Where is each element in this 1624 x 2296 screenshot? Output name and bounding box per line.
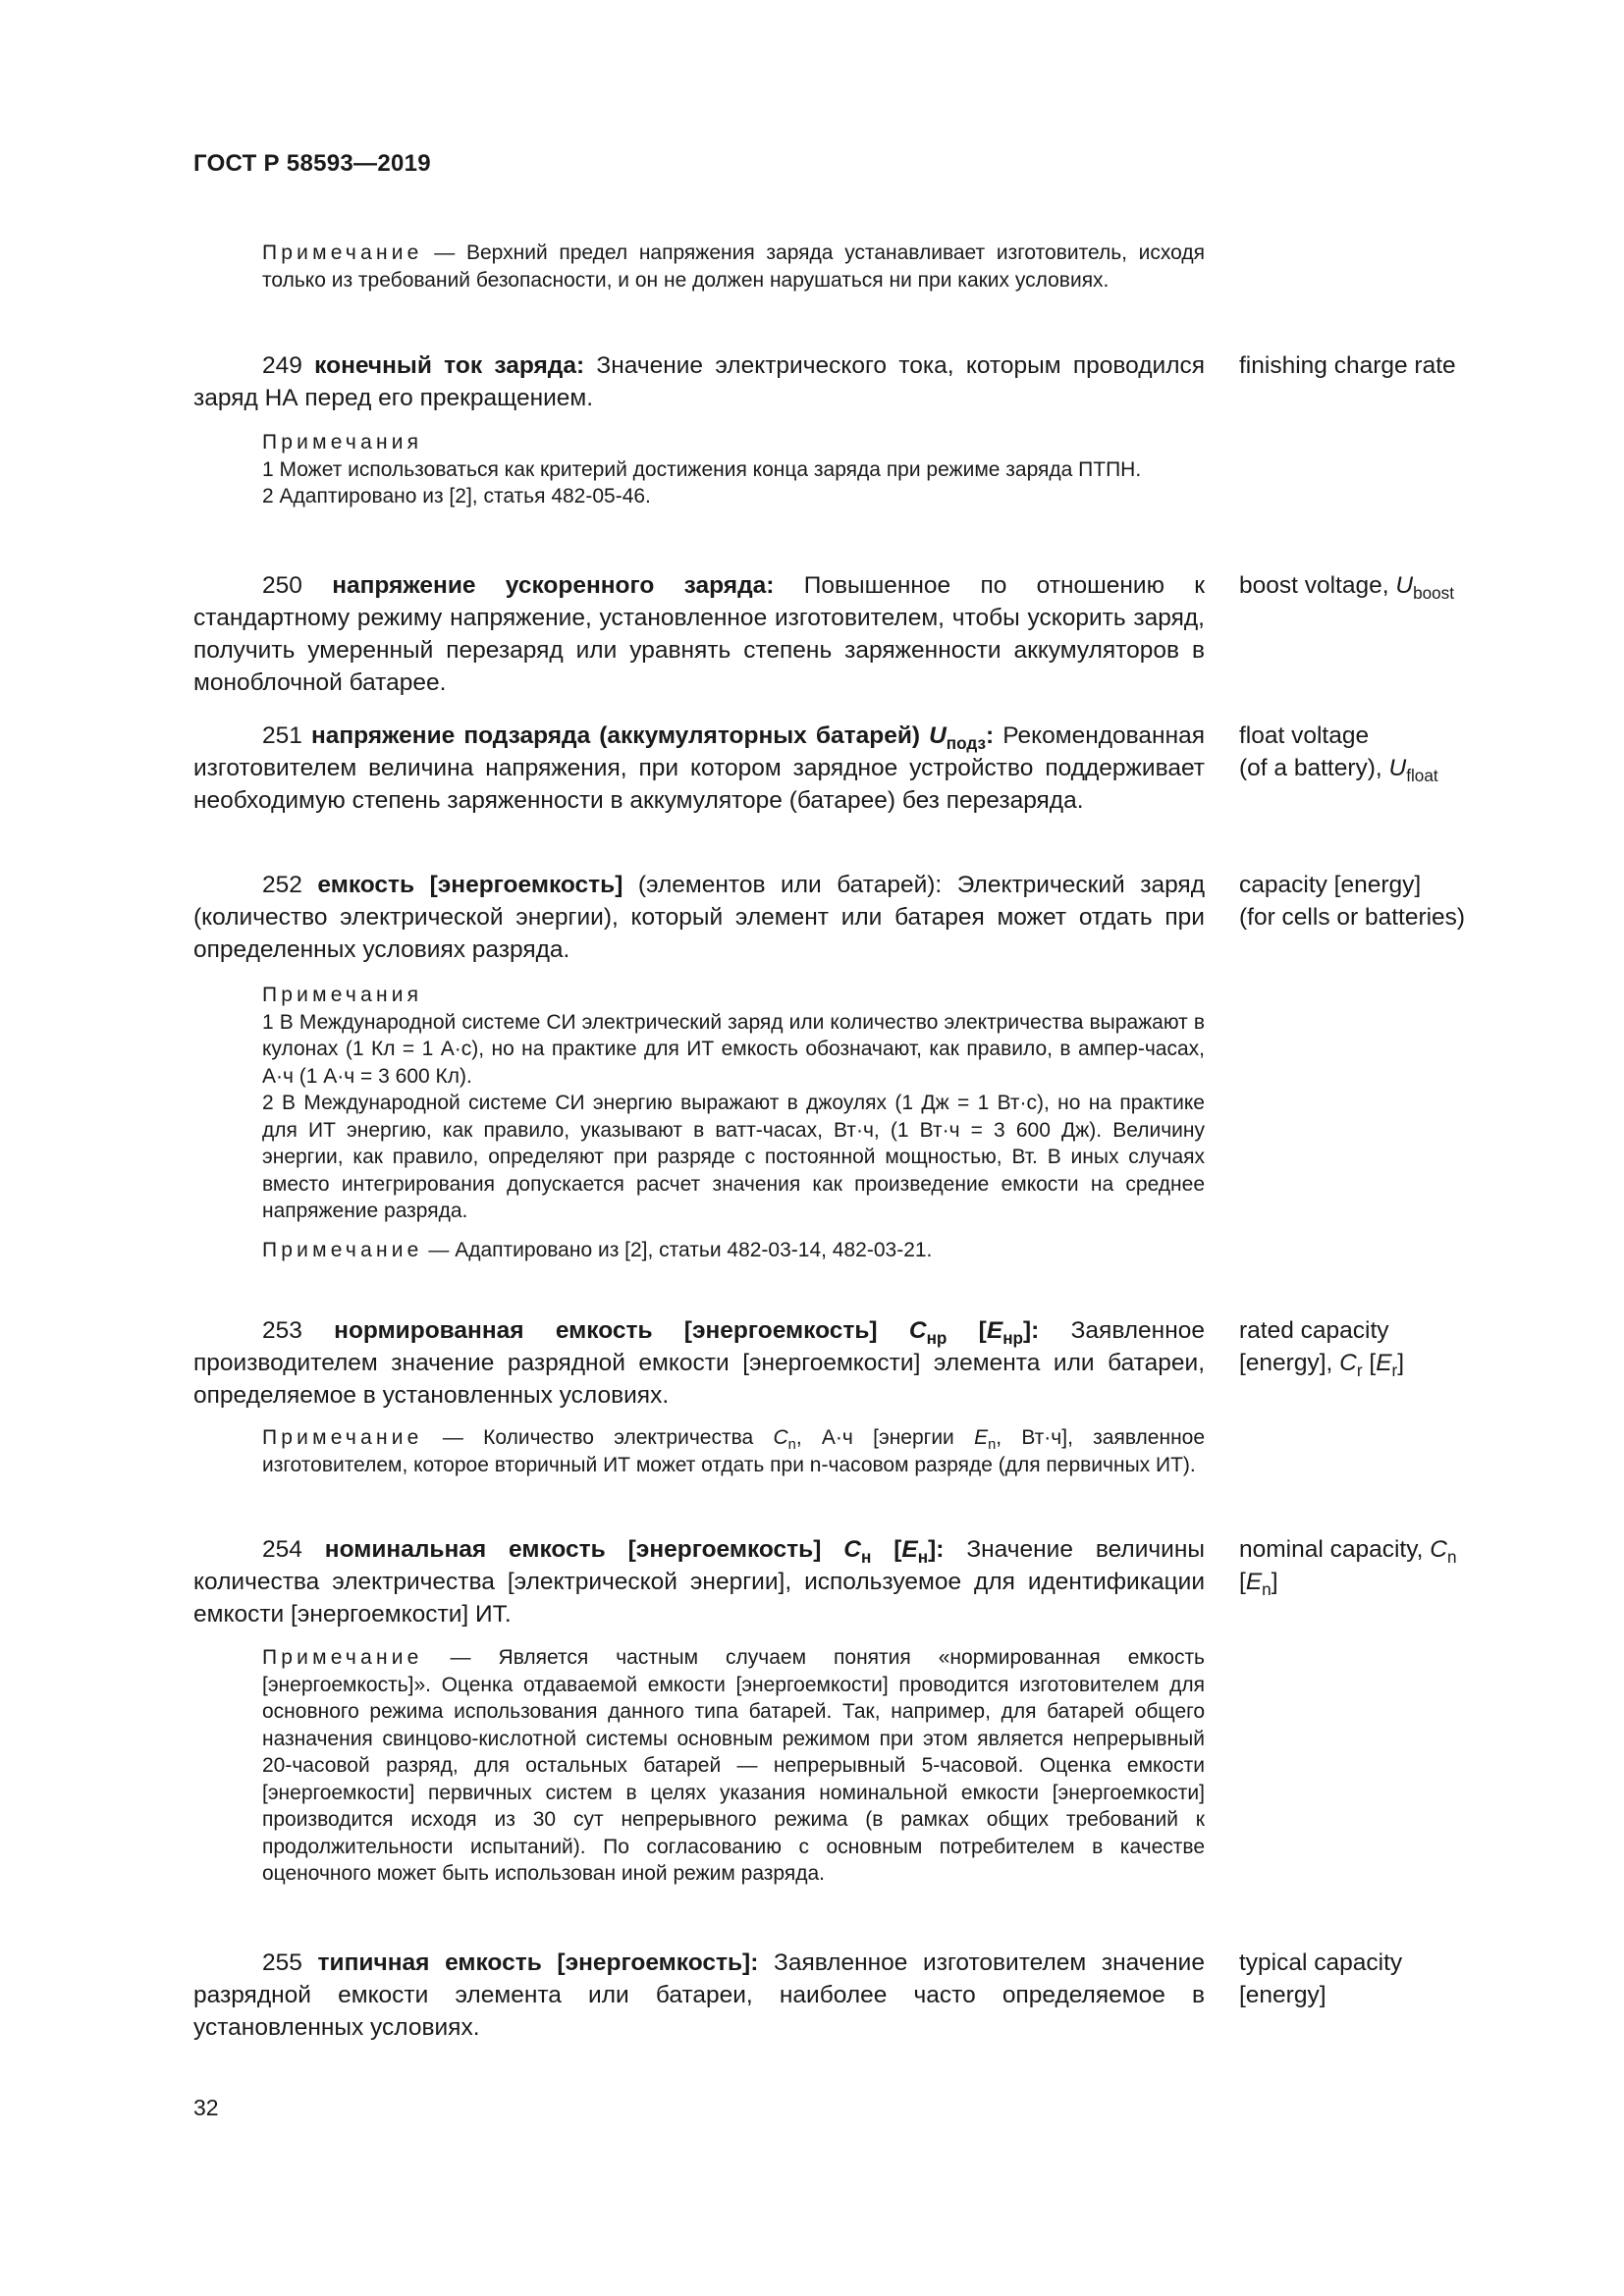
note-text: Верхний предел напряжения заряда устанавливает изготовитель, исходя только из требований безопасности, и он не должен нарушаться ни при каких условиях. [262, 241, 1206, 292]
term-definition: 249 конечный ток заряда: Значение электрического тока, которым проводился заряд НА перед его прекращением. [193, 352, 1206, 411]
term-name: емкость [энергоемкость] [317, 872, 623, 898]
notes-label: Примечания [262, 984, 423, 1006]
term-definition: 254 номинальная емкость [энергоемкость] $С_н$ $[E_н]$: Значение величины количества электричества [электрической энергии], используемое для идентификации емкости [энергоемкости] ИТ. [193, 1536, 1205, 1628]
term-english: rated capacity [energy], $C_r$ $[E_r]$ [1239, 1317, 1405, 1380]
term-english: finishing charge rate [1239, 352, 1456, 379]
note-item: 1 В Международной системе СИ электрический заряд или количество электричества выражают в кулонах (1 Кл = 1 А·с), но на практике для ИТ емкость обозначают, как правило, в ампер-часах, А·ч (1 А·ч = 3 600 Кл). [262, 1010, 1205, 1088]
term-english: nominal capacity, $C_n$ $[E_n]$ [1239, 1536, 1457, 1599]
term-name: типичная емкость [энергоемкость]: [317, 1949, 759, 1976]
term-definition: 252 емкость [энергоемкость] (элементов или батарей): Электрический заряд (количество электрической энергии), который элемент или батарея может отдать при определенных условиях разряда. [193, 872, 1205, 963]
note-item: 2 В Международной системе СИ энергию выражают в джоулях (1 Дж = 1 Вт·с), но на практике для ИТ энергию, как правило, указывают в ватт-часах, Вт·ч, (1 Вт·ч = 3 600 Дж). Величину энергии, как правило, определяют при разряде с постоянной мощностью, Вт. В иных случаях вместо интегрирования допускается расчет значения как произведение емкости на среднее напряжение разряда. [262, 1092, 1205, 1222]
term-name: нормированная емкость [энергоемкость] $С_{нр}$ $[E_{нр}]$: [334, 1317, 1040, 1348]
note-254: Примечание — Является частным случаем понятия «нормированная емкость [энергоемкость]». Оценка отдаваемой емкости [энергоемкости] проводится изготовителем для основного режима использования данного типа батарей. Так, например, для батарей общего назначения свинцово-кислотной системы основным режимом при этом является непрерывный 20-часовой разряд, для остальных батарей — непрерывный 5-часовой. Оценка емкости [энергоемкости] первичных систем в целях указания номинальной емкости [энергоемкости] производится исходя из 30 сут непрерывного режима (в рамках общих требований к продолжительности испытаний). По согласованию с основным потребителем в качестве оценочного может быть использован иной режим разряда. [262, 1646, 1205, 1885]
note-label: Примечание [262, 241, 423, 264]
note-253: Примечание — Количество электричества $C_n$, А·ч [энергии $E_n$, Вт·ч], заявленное изготовителем, которое вторичный ИТ может отдать при n-часовом разряде (для первичных ИТ). [262, 1426, 1206, 1476]
term-name: конечный ток заряда: [314, 352, 585, 379]
term-english: typical capacity [energy] [1239, 1949, 1403, 2008]
term-name: номинальная емкость [энергоемкость] $С_н$ $[E_н]$: [324, 1536, 945, 1567]
note-charge-voltage-limit: Примечание — Верхний предел напряжения заряда устанавливает изготовитель, исходя только из требований безопасности, и он не должен нарушаться ни при каких условиях. [262, 241, 1206, 292]
note-item: 2 Адаптировано из [2], статья 482-05-46. [262, 485, 651, 507]
notes-label: Примечания [262, 431, 423, 454]
term-english: capacity [energy] (for cells or batteries) [1239, 872, 1466, 931]
notes-249 [193, 429, 1205, 510]
term-english: float voltage (of a battery), $U_{float}$ [1239, 722, 1438, 785]
term-english: boost voltage, $U_{boost}$ [1239, 572, 1454, 603]
term-name: напряжение ускоренного заряда: [332, 572, 775, 599]
document-header: ГОСТ Р 58593—2019 [193, 150, 431, 177]
note-item: Примечание — Адаптировано из [2], статьи 482-03-14, 482-03-21. [262, 1238, 933, 1261]
term-definition: 250 напряжение ускоренного заряда: Повышенное по отношению к стандартному режиму напряжение, установленное изготовителем, чтобы ускорить заряд, получить умеренный перезаряд или уравнять степень заряженности аккумуляторов в моноблочной батарее. [193, 572, 1205, 696]
note-item: 1 Может использоваться как критерий достижения конца заряда при режиме заряда ПТПН. [262, 457, 1142, 481]
notes-252 [193, 982, 1205, 1263]
page-number: 32 [193, 2095, 219, 2120]
term-name: напряжение подзаряда (аккумуляторных батарей) $U_{подз}$: [310, 722, 995, 753]
term-definition: 251 напряжение подзаряда (аккумуляторных батарей) $U_{подз}$: Рекомендованная изготовителем величина напряжения, при котором зарядное устройство поддерживает необходимую степень заряженности в аккумуляторе (батарее) без перезаряда. [193, 722, 1205, 814]
term-definition: 253 нормированная емкость [энергоемкость] $С_{нр}$ $[E_{нр}]$: Заявленное производителем значение разрядной емкости [энергоемкости] элемента или батареи, определяемое в установленных условиях. [193, 1317, 1205, 1409]
term-definition: 255 типичная емкость [энергоемкость]: Заявленное изготовителем значение разрядной емкости элемента или батареи, наиболее часто определяемое в установленных условиях. [193, 1949, 1205, 2041]
